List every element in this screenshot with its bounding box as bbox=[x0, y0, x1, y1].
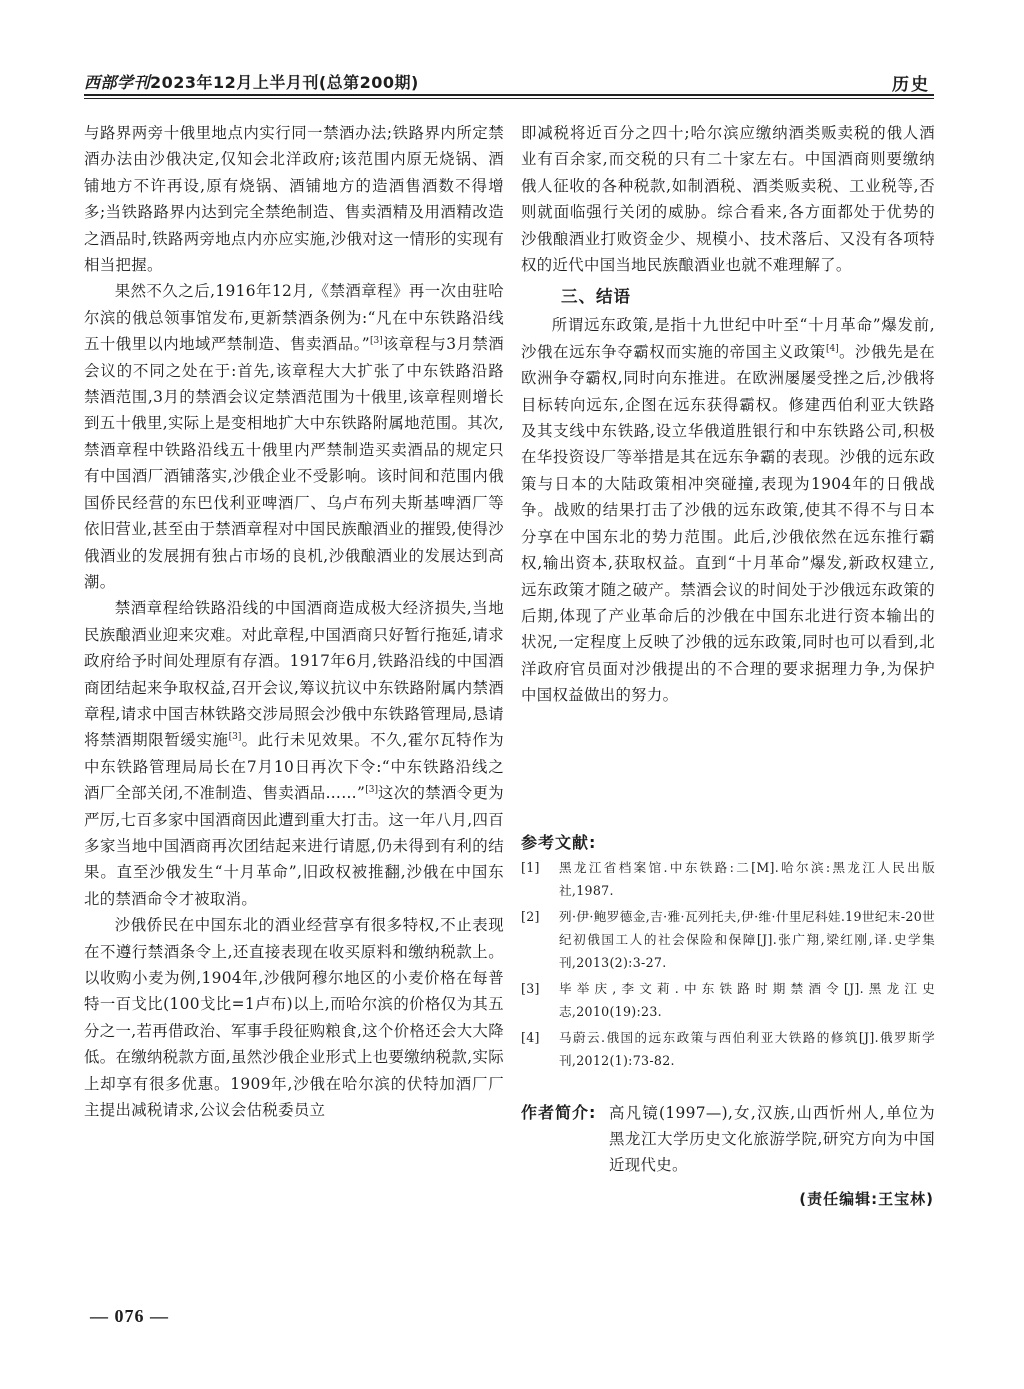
reference-text: 毕举庆,李文莉.中东铁路时期禁酒令[J].黑龙江史志,2010(19):23. bbox=[559, 981, 935, 1019]
text-run: 。沙俄先是在欧洲争夺霸权,同时向东推进。在欧洲屡屡受挫之后,沙俄将目标转向远东,企图在远东获得霸权。修建西伯利亚大铁路及其支线中东铁路,设立华俄道胜银行和中东铁路公司,积极在华投资设厂等举措是其在远东争霸的表现。沙俄的远东政策与日本的大陆政策相冲突碰撞,表现为1904年的日俄战争。战败的结果打击了沙俄的远东政策,使其不得不与日本分享在中国东北的势力范围。此后,沙俄依然在远东推行霸权,输出资本,获取权益。直到“十月革命”爆发,新政权建立,远东政策才随之破产。禁酒会议的时间处于沙俄远东政策的后期,体现了产业革命后的沙俄在中国东北进行资本输出的状况,一定程度上反映了沙俄的远东政策,同时也可以看到,北洋政府官员面对沙俄提出的不合理的要求据理力争,为保护中国权益做出的努力。 bbox=[521, 342, 935, 705]
text-run: 沙俄侨民在中国东北的酒业经营享有很多特权,不止表现在不遵行禁酒条令上,还直接表现在收买原料和缴纳税款上。以收购小麦为例,1904年,沙俄阿穆尔地区的小麦价格在每普特一百戈比(100戈比=1卢布)以上,而哈尔滨的价格仅为其五分之一,若再借政治、军事手段征购粮食,这个价格还会大大降低。在缴纳税款方面,虽然沙俄企业形式上也要缴纳税款,实际上却享有很多优惠。1909年,沙俄在哈尔滨的伏特加酒厂厂主提出减税请求,公议会估税委员立 bbox=[84, 916, 504, 1120]
reference-number: [4] bbox=[521, 1030, 540, 1045]
text-run: 即减税将近百分之四十;哈尔滨应缴纳酒类贩卖税的俄人酒业有百余家,而交税的只有二十家左右。中国酒商则要缴纳俄人征收的各种税款,如制酒税、酒类贩卖税、工业税等,否则就面临强行关闭的威胁。综合看来,各方面都处于优势的沙俄酿酒业打败资金少、规模小、技术落后、又没有各项特权的近代中国当地民族酿酒业也就不难理解了。 bbox=[521, 124, 935, 275]
citation-marker: [4] bbox=[825, 343, 839, 354]
section-name: 历史 bbox=[892, 75, 930, 95]
reference-item bbox=[521, 856, 935, 902]
text-run: 所谓远东政策,是指十九世纪中叶至“十月革命”爆发前,沙俄在远东争夺霸权而实施的帝国主义政策 bbox=[521, 316, 935, 361]
left-column bbox=[84, 120, 504, 1123]
references-heading: 参考文献: bbox=[521, 833, 597, 852]
conclusion-paragraph bbox=[521, 312, 935, 708]
reference-number: [1] bbox=[521, 860, 540, 875]
issue-info: 2023年12月上半月刊(总第200期) bbox=[150, 73, 419, 92]
text-run: 果然不久之后,1916年12月,《禁酒章程》再一次由驻哈尔滨的俄总领事馆发布,更新禁酒条例为:“凡在中东铁路沿线五十俄里以内地域严禁制造、售卖酒品。” bbox=[84, 282, 504, 354]
reference-item bbox=[521, 977, 935, 1023]
reference-text: 黑龙江省档案馆.中东铁路:二[M].哈尔滨:黑龙江人民出版社,1987. bbox=[559, 860, 935, 898]
author-bio-text: 高凡镜(1997—),女,汉族,山西忻州人,单位为黑龙江大学历史文化旅游学院,研究方向为中国近现代史。 bbox=[609, 1104, 935, 1174]
text-run: 该章程与3月禁酒会议的不同之处在于:首先,该章程大大扩张了中东铁路沿路禁酒范围,3月的禁酒会议定禁酒范围为十俄里,该章程则增长到五十俄里,实际上是变相地扩大中东铁路附属地范围。其次,禁酒章程中铁路沿线五十俄里内严禁制造买卖酒品的规定只有中国酒厂酒铺落实,沙俄企业不受影响。该时间和范围内俄国侨民经营的东巴伐利亚啤酒厂、乌卢布列夫斯基啤酒厂等依旧营业,甚至由于禁酒章程对中国民族酿酒业的摧毁,使得沙俄酒业的发展拥有独占市场的良机,沙俄酿酒业的发展达到高潮。 bbox=[84, 335, 505, 591]
reference-number: [3] bbox=[521, 981, 540, 996]
body-paragraph bbox=[521, 120, 935, 278]
citation-marker: [3] bbox=[365, 785, 378, 796]
header-rule bbox=[84, 94, 934, 96]
journal-info bbox=[84, 70, 419, 93]
body-paragraph bbox=[84, 595, 504, 912]
body-paragraph bbox=[84, 120, 504, 278]
reference-text: 马蔚云.俄国的远东政策与西伯利亚大铁路的修筑[J].俄罗斯学刊,2012(1):73-82. bbox=[559, 1030, 935, 1068]
reference-text: 列·伊·鲍罗德金,吉·雅·瓦列托夫,伊·维·什里尼科娃.19世纪末-20世纪初俄国工人的社会保险和保障[J].张广翔,梁红刚,译.史学集刊,2013(2):3-27. bbox=[559, 909, 935, 970]
text-run: 这次的禁酒令更为严厉,七百多家中国酒商因此遭到重大打击。这一年八月,四百多家当地中国酒商再次团结起来进行请愿,仍未得到有利的结果。直至沙俄发生“十月革命”,旧政权被推翻,沙俄在中国东北的禁酒命令才被取消。 bbox=[84, 784, 504, 908]
reference-item bbox=[521, 1026, 935, 1072]
author-bio-label: 作者简介: bbox=[521, 1103, 597, 1122]
right-column-body bbox=[521, 120, 935, 278]
running-header bbox=[84, 66, 934, 96]
body-paragraph bbox=[84, 278, 504, 595]
text-run: 。此行未见效果。不久,霍尔瓦特作为中东铁路管理局局长在7月10日再次下令:“中东铁路沿线之酒厂全部关闭,不准制造、售卖酒品……” bbox=[84, 731, 504, 803]
reference-number: [2] bbox=[521, 909, 540, 924]
references-list bbox=[521, 856, 935, 1075]
citation-marker: [3] bbox=[369, 336, 383, 347]
citation-marker: [3] bbox=[228, 732, 242, 743]
reference-item bbox=[521, 905, 935, 974]
text-run: 与路界两旁十俄里地点内实行同一禁酒办法;铁路界内所定禁酒办法由沙俄决定,仅知会北洋政府;该范围内原无烧锅、酒铺地方不许再设,原有烧锅、酒铺地方的造酒售酒数不得增多;当铁路路界内达到完全禁绝制造、售卖酒精及用酒精改造之酒品时,铁路两旁地点内亦应实施,沙俄对这一情形的实现有相当把握。 bbox=[84, 124, 504, 275]
body-paragraph bbox=[84, 912, 504, 1123]
journal-logo: 西部学刊 bbox=[84, 73, 151, 92]
author-bio bbox=[521, 1100, 935, 1178]
editor-credit: (责任编辑:王宝林) bbox=[799, 1190, 934, 1208]
text-run: 禁酒章程给铁路沿线的中国酒商造成极大经济损失,当地民族酿酒业迎来灾难。对此章程,中国酒商只好暂行拖延,请求政府给予时间处理原有存酒。1917年6月,铁路沿线的中国酒商团结起来争取权益,召开会议,筹议抗议中东铁路附属内禁酒章程,请求中国吉林铁路交涉局照会沙俄中东铁路管理局,恳请将禁酒期限暂缓实施 bbox=[84, 599, 504, 750]
right-column bbox=[521, 120, 935, 709]
header-rule-thin bbox=[84, 98, 934, 99]
section-heading: 三、结语 bbox=[561, 287, 631, 307]
page-number: — 076 — bbox=[90, 1306, 169, 1326]
